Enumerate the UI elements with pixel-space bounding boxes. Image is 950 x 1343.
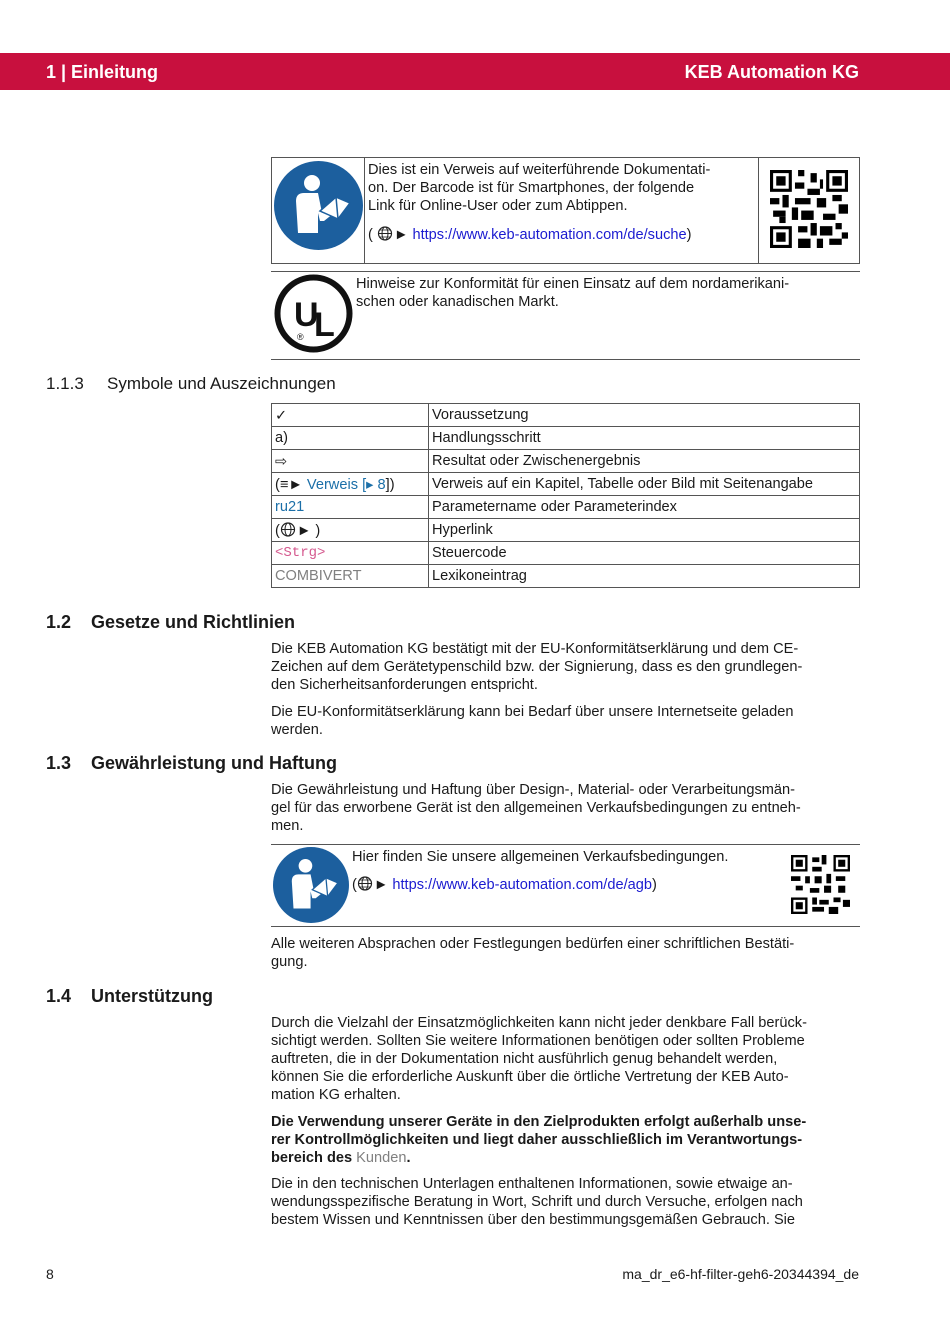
reference-link[interactable]: Verweis: [306, 476, 359, 493]
arrow-icon: ►: [288, 476, 303, 493]
globe-icon: [373, 227, 394, 243]
table-row: [272, 404, 860, 427]
globe-icon: [357, 877, 374, 893]
symbol-cell: ✓: [272, 404, 429, 427]
table-row: [272, 450, 860, 473]
svg-text:®: ®: [297, 332, 304, 342]
paragraph: Die Gewährleistung und Haftung über Design-, Material- oder Verarbeitungsmän- gel für das erworbene Gerät ist den allgemeinen Verkaufsbedingungen zu entneh- men.: [271, 782, 801, 834]
section-title: Unterstützung: [91, 986, 213, 1006]
table-row: [272, 427, 860, 450]
text-line: schen oder kanadischen Markt.: [356, 294, 559, 310]
symbol-cell: <Strg>: [272, 542, 429, 565]
glossary-term: Kunden: [356, 1150, 407, 1166]
arrow-icon: ►: [393, 227, 409, 243]
arrow-icon: ►: [373, 877, 389, 893]
bold-paragraph: Die Verwendung unserer Geräte in den Zielprodukten erfolgt außerhalb unse- rer Kontrollmöglichkeiten und liegt daher ausschließlich im Verantwortungs- bereich des Kunden.: [271, 1114, 807, 1166]
agb-text: Hier finden Sie unsere allgemeinen Verkaufsbedingungen.: [352, 849, 729, 865]
section-title: Gesetze und Richtlinien: [91, 612, 296, 632]
text-line: on. Der Barcode ist für Smartphones, der folgende: [368, 180, 695, 196]
meaning-cell: Resultat oder Zwischenergebnis: [429, 450, 860, 473]
table-row: [272, 519, 860, 542]
meaning-cell: Hyperlink: [429, 519, 860, 542]
qr-code-icon: [770, 170, 848, 248]
paragraph: Die in den technischen Unterlagen enthaltenen Informationen, sowie etwaige an- wendungsspezifische Beratung in Wort, Schrift und durch Versuche, erfolgen nach bestem Wissen und Kenntnissen über den bestimmungsgemäßen Gebrauch. Sie: [271, 1176, 803, 1228]
paragraph: Die EU-Konformitätserklärung kann bei Bedarf über unsere Internetseite geladen werden.: [271, 704, 794, 738]
arrow-icon: ►: [296, 522, 312, 539]
symbol-cell: ru21: [272, 496, 429, 519]
symbol-cell: a): [272, 427, 429, 450]
paragraph: Alle weiteren Absprachen oder Festlegungen bedürfen einer schriftlichen Bestäti- gung.: [271, 936, 795, 970]
paragraph: Durch die Vielzahl der Einsatzmöglichkeiten kann nicht jeder denkbare Fall berück- sichtigt werden. Sollten Sie weitere Informationen benötigen oder sollten Probleme auftreten, die in der Dokumentation nicht ausführlich genug behandelt werden, können Sie die erforderliche Auskunft über die örtliche Vertretung der KEB Auto- mation KG erhalten.: [271, 1015, 807, 1103]
list-icon: ≡: [279, 476, 289, 493]
meaning-cell: Steuercode: [429, 542, 860, 565]
symbol-cell: ⇨: [272, 450, 429, 473]
qr-code-icon: [791, 855, 850, 914]
agb-link-line: ( ► https://www.keb-automation.com/de/agb): [352, 877, 657, 893]
doc-reference-text: [368, 161, 710, 215]
ul-text: [356, 275, 789, 311]
meaning-cell: Lexikoneintrag: [429, 565, 860, 588]
symbol-cell: (≡► Verweis [▸ 8]): [272, 473, 429, 496]
page-arrow-icon: ▸: [366, 476, 374, 493]
reading-person-icon: [273, 847, 349, 923]
section-title: Symbole und Auszeichnungen: [107, 374, 336, 393]
symbol-cell: COMBIVERT: [272, 565, 429, 588]
table-row: [272, 565, 860, 588]
ul-certification-icon: [274, 274, 353, 358]
svg-text:L: L: [314, 306, 335, 344]
section-title: Gewährleistung und Haftung: [91, 753, 337, 773]
doc-link-line: ( ► https://www.keb-automation.com/de/suche): [368, 227, 692, 243]
document-id: ma_dr_e6-hf-filter-geh6-20344394_de: [622, 1266, 859, 1282]
meaning-cell: Voraussetzung: [429, 404, 860, 427]
section-heading: 1.1.3: [46, 374, 84, 393]
reading-person-icon: [274, 161, 363, 250]
company-name: KEB Automation KG: [684, 62, 859, 82]
symbols-table: [271, 403, 860, 588]
table-row: [272, 473, 860, 496]
symbol-cell: ( ► ): [272, 519, 429, 542]
paragraph: Die KEB Automation KG bestätigt mit der EU-Konformitätserklärung und dem CE- Zeichen auf dem Gerätetypenschild bzw. der Signierung, dass es den grundlegen- den Sicherheitsanforderungen entspricht.: [271, 641, 803, 693]
text-line: Link für Online-User oder zum Abtippen.: [368, 198, 628, 214]
table-row: [272, 542, 860, 565]
globe-icon: [280, 523, 297, 539]
page-number: 8: [46, 1266, 54, 1282]
agb-link[interactable]: https://www.keb-automation.com/de/agb: [392, 877, 652, 893]
chapter-title: 1 | Einleitung: [46, 62, 159, 82]
text-line: Hinweise zur Konformität für einen Einsatz auf dem nordamerikani-: [356, 276, 790, 292]
search-link[interactable]: https://www.keb-automation.com/de/suche: [412, 227, 687, 243]
svg-text:U: U: [294, 296, 319, 334]
meaning-cell: Parametername oder Parameterindex: [429, 496, 860, 519]
table-row: [272, 496, 860, 519]
meaning-cell: Handlungsschritt: [429, 427, 860, 450]
text-line: Dies ist ein Verweis auf weiterführende Dokumentati-: [368, 162, 711, 178]
meaning-cell: Verweis auf ein Kapitel, Tabelle oder Bild mit Seitenangabe: [429, 473, 860, 496]
page-header: [0, 53, 950, 90]
